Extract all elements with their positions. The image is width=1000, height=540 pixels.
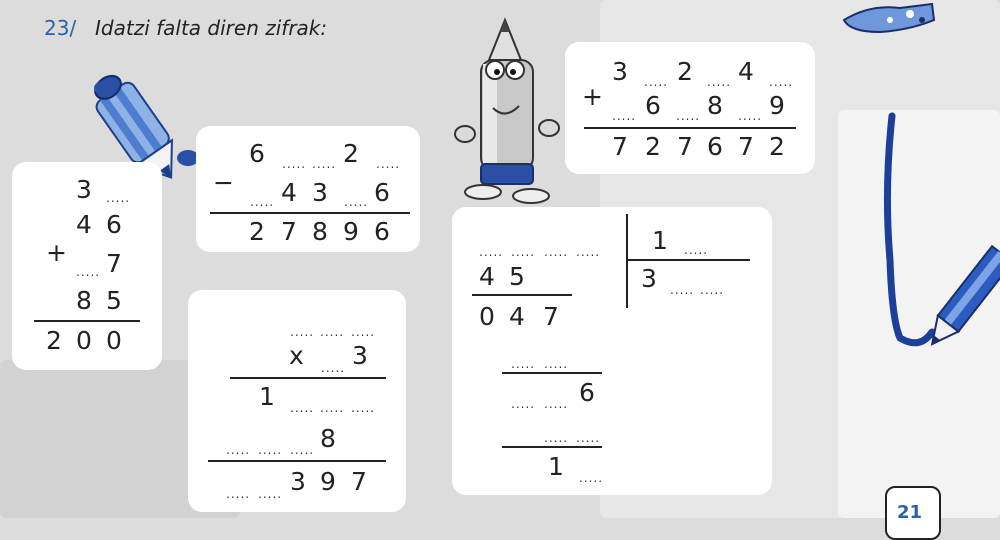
sum-line (208, 460, 386, 462)
blank-slot[interactable]: ..... (544, 245, 569, 259)
result-digit: 2 (645, 132, 661, 161)
digit: 8 (707, 91, 723, 120)
blank-slot[interactable]: ..... (290, 401, 315, 415)
pencil-drawing (860, 110, 1000, 360)
quotient-digit: 3 (641, 264, 657, 293)
digit: 0 (479, 302, 495, 331)
blank-slot[interactable]: ..... (282, 157, 307, 171)
blank-slot[interactable]: ..... (576, 245, 601, 259)
digit: 6 (579, 378, 595, 407)
blank-slot[interactable]: ..... (351, 325, 376, 339)
digit: 4 (76, 210, 92, 239)
digit: 6 (374, 178, 390, 207)
division-bracket-horizontal (626, 259, 750, 261)
result-digit: 9 (320, 467, 336, 496)
digit: 5 (509, 262, 525, 291)
sum-line (584, 127, 796, 129)
digit: 4 (738, 57, 754, 86)
digit: 4 (509, 302, 525, 331)
plus-sign: + (46, 238, 67, 267)
blank-slot[interactable]: ..... (226, 487, 251, 501)
blank-slot[interactable]: ..... (312, 157, 337, 171)
subtraction-line (502, 446, 602, 448)
blank-slot[interactable]: ..... (769, 75, 794, 89)
blank-slot[interactable]: ..... (226, 443, 251, 457)
digit: 3 (612, 57, 628, 86)
result-digit: 7 (738, 132, 754, 161)
blank-slot[interactable]: ..... (676, 109, 701, 123)
digit: 6 (249, 139, 265, 168)
blank-slot[interactable]: ..... (684, 243, 709, 257)
blank-slot[interactable]: ..... (670, 283, 695, 297)
digit: 4 (479, 262, 495, 291)
blank-slot[interactable]: ..... (700, 283, 725, 297)
blank-slot[interactable]: ..... (738, 109, 763, 123)
digit: 3 (76, 175, 92, 204)
result-digit: 7 (281, 217, 297, 246)
digit: 6 (645, 91, 661, 120)
blank-slot[interactable]: ..... (644, 75, 669, 89)
digit: 4 (281, 178, 297, 207)
digit: 8 (320, 424, 336, 453)
blank-slot[interactable]: ..... (612, 109, 637, 123)
product-line (230, 377, 386, 379)
blank-slot[interactable]: ..... (544, 397, 569, 411)
blank-slot[interactable]: ..... (258, 487, 283, 501)
digit: 8 (76, 286, 92, 315)
blank-slot[interactable]: ..... (511, 397, 536, 411)
blank-slot[interactable]: ..... (76, 265, 101, 279)
digit: 5 (106, 286, 122, 315)
result-digit: 6 (374, 217, 390, 246)
digit: 7 (106, 249, 122, 278)
digit: 1 (259, 382, 275, 411)
blank-slot[interactable]: ..... (106, 191, 131, 205)
blank-slot[interactable]: ..... (290, 325, 315, 339)
page-number: 21 (897, 502, 923, 523)
blank-slot[interactable]: ..... (351, 401, 376, 415)
result-digit: 7 (677, 132, 693, 161)
blank-slot[interactable]: ..... (258, 443, 283, 457)
blank-slot[interactable]: ..... (344, 195, 369, 209)
blank-slot[interactable]: ..... (320, 401, 345, 415)
grey-pencil-character (445, 16, 565, 206)
sum-line (34, 320, 140, 322)
minus-sign: − (213, 168, 234, 197)
difference-line (210, 212, 410, 214)
result-digit: 9 (343, 217, 359, 246)
times-sign: x (289, 341, 304, 370)
result-digit: 3 (290, 467, 306, 496)
division-bracket-vertical (626, 214, 628, 308)
blank-slot[interactable]: ..... (511, 357, 536, 371)
blank-slot[interactable]: ..... (250, 195, 275, 209)
blank-slot[interactable]: ..... (511, 245, 536, 259)
result-digit: 2 (249, 217, 265, 246)
blank-slot[interactable]: ..... (544, 431, 569, 445)
result-digit: 2 (46, 326, 62, 355)
result-digit: 7 (612, 132, 628, 161)
result-digit: 0 (76, 326, 92, 355)
blank-slot[interactable]: ..... (707, 75, 732, 89)
blank-slot[interactable]: ..... (544, 357, 569, 371)
digit: 1 (548, 452, 564, 481)
digit: 7 (543, 302, 559, 331)
subtraction-line (472, 294, 572, 296)
blue-sock-character (840, 0, 940, 34)
subtraction-line (502, 372, 602, 374)
blank-slot[interactable]: ..... (576, 431, 601, 445)
exercise-number: 23/ (44, 16, 77, 40)
result-digit: 6 (707, 132, 723, 161)
blank-slot[interactable]: ..... (290, 443, 315, 457)
digit: 6 (106, 210, 122, 239)
digit: 3 (352, 341, 368, 370)
blank-slot[interactable]: ..... (321, 361, 346, 375)
divisor-digit: 1 (652, 226, 668, 255)
digit: 2 (343, 139, 359, 168)
digit: 3 (312, 178, 328, 207)
result-digit: 0 (106, 326, 122, 355)
exercise-instruction: Idatzi falta diren zifrak: (95, 16, 328, 40)
blank-slot[interactable]: ..... (376, 157, 401, 171)
digit: 9 (769, 91, 785, 120)
result-digit: 2 (769, 132, 785, 161)
blank-slot[interactable]: ..... (479, 245, 504, 259)
blank-slot[interactable]: ..... (320, 325, 345, 339)
plus-sign: + (582, 82, 603, 111)
blank-slot[interactable]: ..... (579, 471, 604, 485)
result-digit: 8 (312, 217, 328, 246)
page-number-badge (885, 486, 941, 540)
result-digit: 7 (351, 467, 367, 496)
digit: 2 (677, 57, 693, 86)
